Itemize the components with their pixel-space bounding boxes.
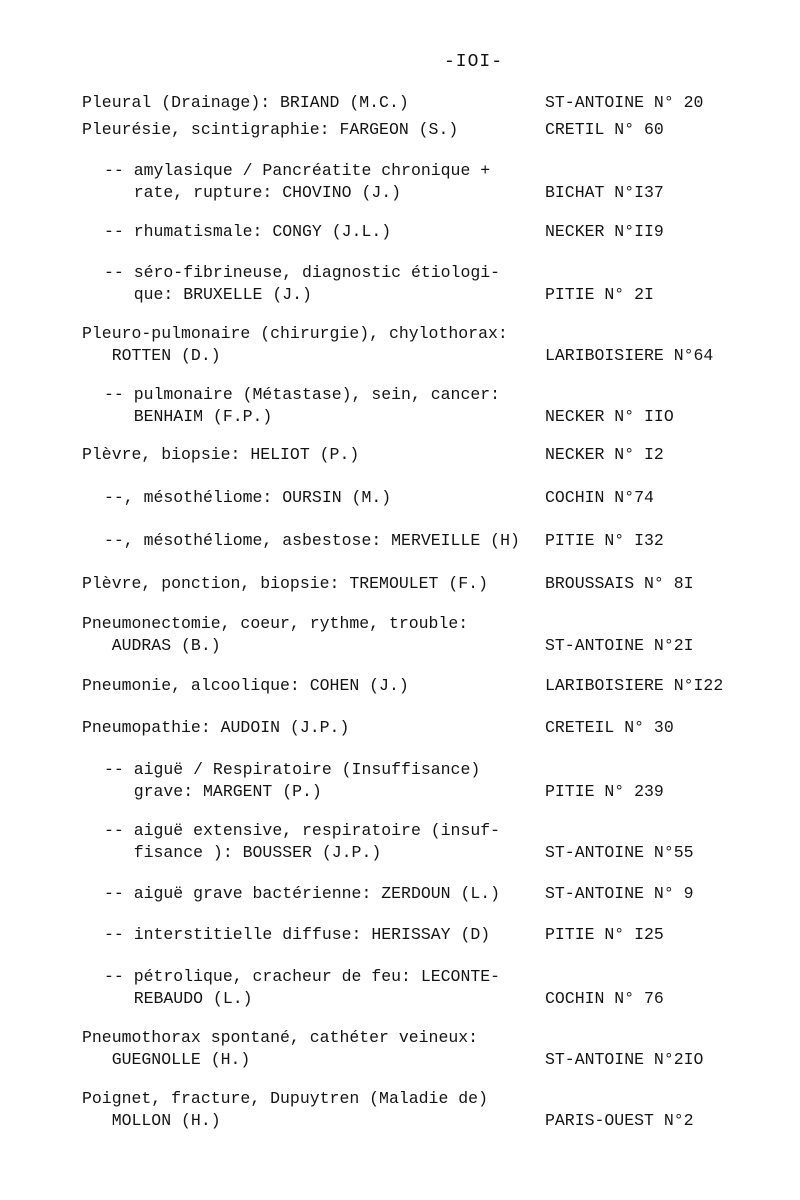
entry-subject (104, 820, 554, 864)
entry-subject-line: -- interstitielle diffuse: HERISSAY (D) (104, 925, 491, 944)
entry-subject (82, 1088, 532, 1132)
entry-subject-line: GUEGNOLLE (H.) (82, 1050, 251, 1069)
entry-subject-line: --, mésothéliome: OURSIN (M.) (104, 488, 392, 507)
entry-subject (82, 573, 532, 595)
entry-subject-line: Plèvre, biopsie: HELIOT (P.) (82, 445, 360, 464)
entry-location: LARIBOISIERE N°I22 (545, 676, 724, 695)
entry-subject-line: -- aiguë grave bactérienne: ZERDOUN (L.) (104, 884, 501, 903)
entry-subject-line: -- rhumatismale: CONGY (J.L.) (104, 222, 392, 241)
entry-subject-line: -- pulmonaire (Métastase), sein, cancer: (104, 385, 501, 404)
entry-location: CRETEIL N° 30 (545, 718, 674, 737)
entry-subject (82, 92, 532, 114)
entry-location: ST-ANTOINE N°2I (545, 636, 694, 655)
entry-subject (82, 613, 532, 657)
entry-subject-line: Plèvre, ponction, biopsie: TREMOULET (F.) (82, 574, 488, 593)
entry-location: ST-ANTOINE N° 9 (545, 884, 694, 903)
entry-subject-line: Poignet, fracture, Dupuytren (Maladie de) (82, 1089, 488, 1108)
entry-subject-line: Pleuro-pulmonaire (chirurgie), chylothorax: (82, 324, 508, 343)
entry-subject-line: Pleural (Drainage): BRIAND (M.C.) (82, 93, 409, 112)
entry-subject (104, 924, 554, 946)
page-number: -IOI- (444, 52, 504, 72)
entry-subject (104, 883, 554, 905)
entry-location: COCHIN N° 76 (545, 989, 664, 1008)
entry-location: PARIS-OUEST N°2 (545, 1111, 694, 1130)
entry-subject (104, 487, 554, 509)
entry-subject-line: -- pétrolique, cracheur de feu: LECONTE- (104, 967, 501, 986)
entry-location: NECKER N° IIO (545, 407, 674, 426)
entry-location: BICHAT N°I37 (545, 183, 664, 202)
entry-subject (104, 966, 554, 1010)
entry-subject-line: Pneumonie, alcoolique: COHEN (J.) (82, 676, 409, 695)
entry-subject (82, 675, 532, 697)
entry-subject-line: --, mésothéliome, asbestose: MERVEILLE (H) (104, 531, 520, 550)
entry-subject-line: Pneumothorax spontané, cathéter veineux: (82, 1028, 479, 1047)
entry-subject-line: que: BRUXELLE (J.) (104, 285, 312, 304)
entry-subject-line: Pneumonectomie, coeur, rythme, trouble: (82, 614, 469, 633)
entry-location: PITIE N° 2I (545, 285, 654, 304)
entry-location: ST-ANTOINE N°55 (545, 843, 694, 862)
entry-subject (82, 323, 532, 367)
entry-location: COCHIN N°74 (545, 488, 654, 507)
entry-location: ST-ANTOINE N° 20 (545, 93, 704, 112)
entry-location: BROUSSAIS N° 8I (545, 574, 694, 593)
entry-subject (82, 1027, 532, 1071)
entry-location: ST-ANTOINE N°2IO (545, 1050, 704, 1069)
entry-location: PITIE N° 239 (545, 782, 664, 801)
entry-subject (82, 444, 532, 466)
entry-subject (82, 717, 532, 739)
entry-subject-line: ROTTEN (D.) (82, 346, 221, 365)
entry-subject-line: rate, rupture: CHOVINO (J.) (104, 183, 402, 202)
entry-subject (104, 530, 554, 552)
entry-subject-line: MOLLON (H.) (82, 1111, 221, 1130)
entry-subject-line: Pneumopathie: AUDOIN (J.P.) (82, 718, 350, 737)
entry-subject-line: AUDRAS (B.) (82, 636, 221, 655)
entry-location: NECKER N°II9 (545, 222, 664, 241)
entry-subject-line: -- séro-fibrineuse, diagnostic étiologi- (104, 263, 501, 282)
entry-subject (104, 160, 554, 204)
entry-location: PITIE N° I32 (545, 531, 664, 550)
entry-subject-line: -- amylasique / Pancréatite chronique + (104, 161, 491, 180)
entry-subject-line: BENHAIM (F.P.) (104, 407, 273, 426)
entry-subject-line: fisance ): BOUSSER (J.P.) (104, 843, 382, 862)
entry-subject-line: REBAUDO (L.) (104, 989, 253, 1008)
entry-location: PITIE N° I25 (545, 925, 664, 944)
entry-location: LARIBOISIERE N°64 (545, 346, 714, 365)
entry-subject (104, 759, 554, 803)
entry-location: CRETIL N° 60 (545, 120, 664, 139)
entry-subject-line: -- aiguë / Respiratoire (Insuffisance) (104, 760, 481, 779)
entry-subject-line: -- aiguë extensive, respiratoire (insuf- (104, 821, 501, 840)
entry-subject (82, 119, 532, 141)
entry-subject (104, 221, 554, 243)
entry-location: NECKER N° I2 (545, 445, 664, 464)
entry-subject (104, 384, 554, 428)
entry-subject-line: Pleurésie, scintigraphie: FARGEON (S.) (82, 120, 459, 139)
entry-subject-line: grave: MARGENT (P.) (104, 782, 322, 801)
entry-subject (104, 262, 554, 306)
